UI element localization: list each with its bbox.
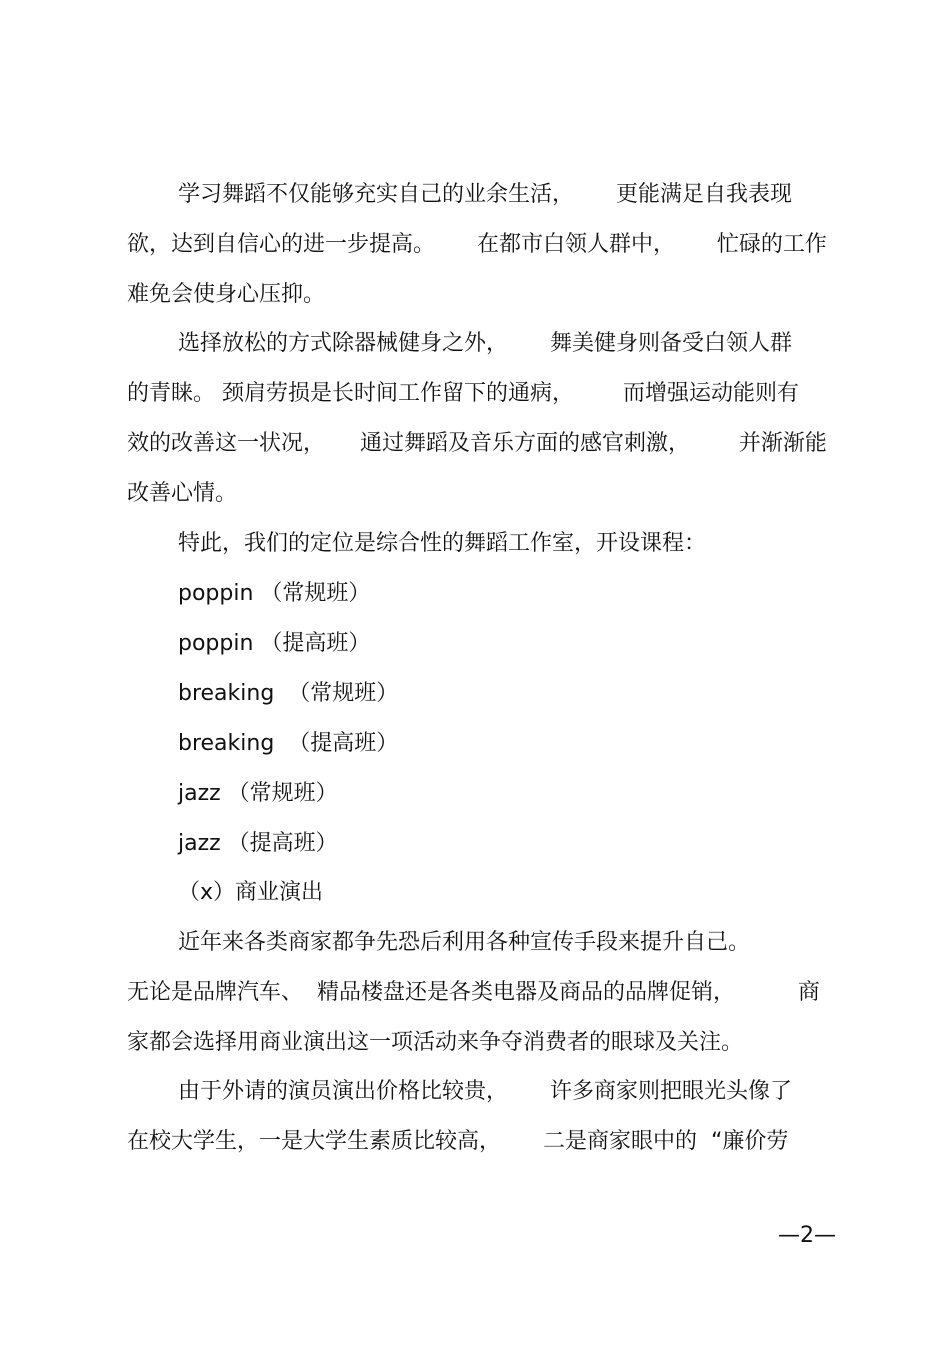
paragraph-2-line-4: 改善心情。: [127, 481, 238, 506]
course-item: poppin （常规班）: [178, 581, 371, 606]
paragraph-2-line-2: 的青睐。 颈肩劳损是长时间工作留下的通病， 而增强运动能则有: [127, 381, 799, 406]
section-heading: （x）商业演出: [178, 880, 324, 905]
paragraph-4-line-3: 家都会选择用商业演出这一项活动来争夺消费者的眼球及关注。: [127, 1030, 744, 1055]
paragraph-4-line-2: 无论是品牌汽车、 精品楼盘还是各类电器及商品的品牌促销， 商: [127, 980, 820, 1005]
course-item: breaking （常规班）: [178, 681, 399, 706]
paragraph-2-line-3: 效的改善这一状况， 通过舞蹈及音乐方面的感官刺激， 并渐渐能: [127, 431, 827, 456]
paragraph-1-line-3: 难免会使身心压抑。: [127, 282, 326, 307]
page-number: —2—: [778, 1223, 836, 1248]
paragraph-5-line-2: 在校大学生，一是大学生素质比较高， 二是商家眼中的 “廉价劳: [127, 1129, 789, 1154]
course-item: poppin （提高班）: [178, 631, 371, 656]
paragraph-2-line-1: 选择放松的方式除器械健身之外， 舞美健身则备受白领人群: [178, 331, 792, 356]
course-item: jazz （提高班）: [178, 831, 338, 856]
paragraph-3-line-1: 特此，我们的定位是综合性的舞蹈工作室，开设课程：: [178, 531, 707, 556]
paragraph-1-line-2: 欲，达到自信心的进一步提高。 在都市白领人群中， 忙碌的工作: [127, 232, 827, 257]
course-item: breaking （提高班）: [178, 731, 399, 756]
paragraph-1-line-1: 学习舞蹈不仅能够充实自己的业余生活， 更能满足自我表现: [178, 182, 792, 207]
paragraph-5-line-1: 由于外请的演员演出价格比较贵， 许多商家则把眼光头像了: [178, 1079, 792, 1104]
paragraph-4-line-1: 近年来各类商家都争先恐后利用各种宣传手段来提升自己。: [178, 930, 751, 955]
course-item: jazz （常规班）: [178, 781, 338, 806]
